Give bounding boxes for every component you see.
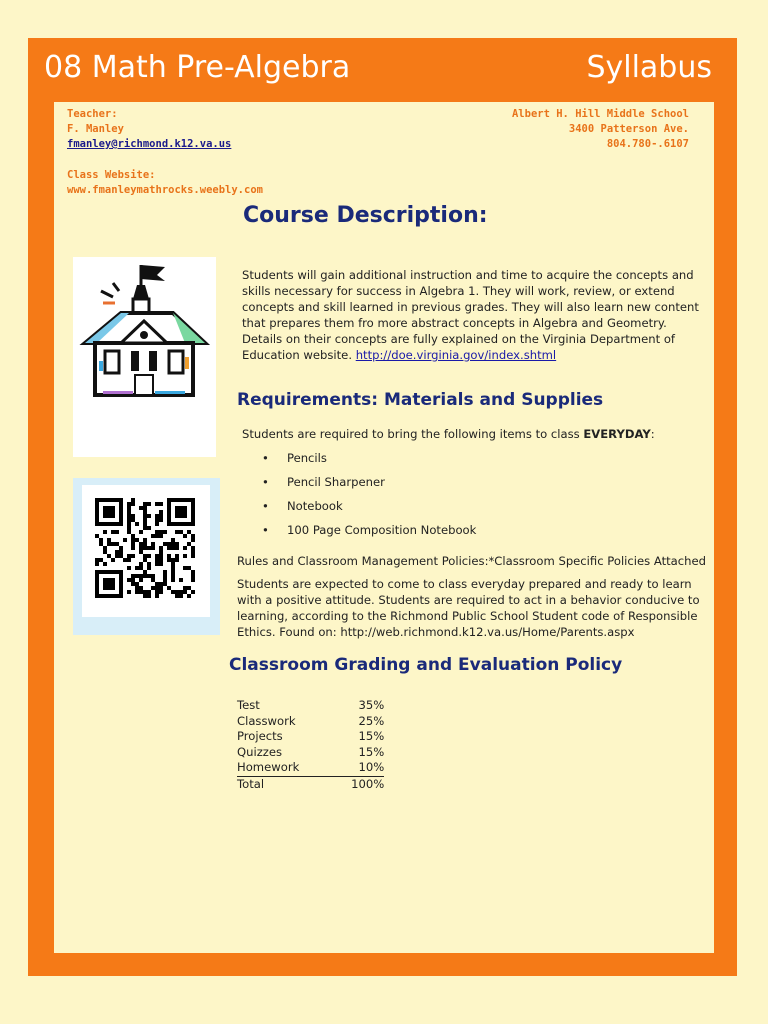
grade-label: Homework: [237, 760, 300, 774]
rules-line: Rules and Classroom Management Policies:*Classroom Specific Policies Attached: [237, 554, 706, 568]
grade-pct: 35%: [358, 698, 385, 712]
grade-label: Projects: [237, 729, 283, 743]
total-label: Total: [237, 776, 299, 792]
supply-item: • Pencils: [262, 450, 476, 474]
teacher-email-link[interactable]: fmanley@richmond.k12.va.us: [67, 138, 232, 150]
course-description-heading: Course Description:: [243, 203, 488, 228]
teacher-label: Teacher:: [67, 108, 118, 120]
course-paragraph: Students will gain additional instruction and time to acquire the concepts and skills necessary for success in Algebra 1. They will work, review, or extend concepts and skill learned in previous grades. They will also learn new content that prepares them fro more abstract concepts in Algebra and Geometry. Details on their concepts are fully explained on the Virginia Department of Education website.: [242, 268, 699, 362]
course-description-text: [242, 267, 704, 363]
page-title: 08 Math Pre-Algebra: [44, 50, 351, 85]
requirements-intro: [242, 426, 655, 442]
grade-label: Test: [237, 698, 260, 712]
grade-pct: 15%: [358, 729, 385, 743]
grade-pct: 15%: [358, 744, 385, 759]
requirements-heading: Requirements: Materials and Supplies: [237, 390, 604, 410]
supplies-list: [262, 450, 476, 546]
total-row: [237, 776, 384, 792]
total-pct: 100%: [299, 776, 384, 792]
requirements-intro-text: Students are required to bring the following items to class: [242, 427, 580, 441]
qr-code-icon[interactable]: [82, 485, 210, 617]
school-name: Albert H. Hill Middle School: [511, 108, 689, 120]
teacher-email[interactable]: [67, 137, 231, 152]
table-row: [237, 714, 384, 730]
grade-pct: 25%: [358, 713, 385, 728]
grade-pct: 10%: [358, 760, 385, 774]
school-phone: 804.780-.6107: [606, 138, 689, 150]
schoolhouse-image: [73, 257, 216, 457]
supply-item: • Notebook: [262, 498, 476, 522]
supply-item: • Pencil Sharpener: [262, 474, 476, 498]
schoolhouse-icon: [73, 257, 216, 457]
doe-link[interactable]: http://doe.virginia.gov/index.shtml: [355, 348, 557, 362]
table-row: [237, 729, 384, 745]
syllabus-title: Syllabus: [586, 50, 712, 85]
grade-label: Classwork: [237, 713, 296, 728]
qr-code-panel: [82, 485, 210, 617]
table-row: [237, 745, 384, 761]
class-website[interactable]: www.fmanleymathrocks.weebly.com: [67, 184, 263, 196]
table-row: [237, 760, 384, 776]
grading-heading: Classroom Grading and Evaluation Policy: [229, 655, 623, 675]
table-row: [237, 698, 384, 714]
teacher-name: F. Manley: [67, 123, 124, 135]
grade-label: Quizzes: [237, 744, 283, 759]
rules-paragraph: Students are expected to come to class everyday prepared and ready to learn with a positive attitude. Students are required to act in a behavior conducive to learning, according to the Richmond Public School Student code of Responsible Ethics. Found on: http://web.richmond.k12.va.us/Home/Parents.aspx: [237, 577, 700, 639]
website-label: Class Website:: [67, 169, 156, 181]
school-address: 3400 Patterson Ave.: [568, 123, 689, 135]
supply-item: • 100 Page Composition Notebook: [262, 522, 476, 546]
requirements-intro-end: :: [650, 427, 655, 441]
grading-table: [237, 698, 384, 792]
requirements-emphasis: EVERYDAY: [583, 427, 651, 441]
